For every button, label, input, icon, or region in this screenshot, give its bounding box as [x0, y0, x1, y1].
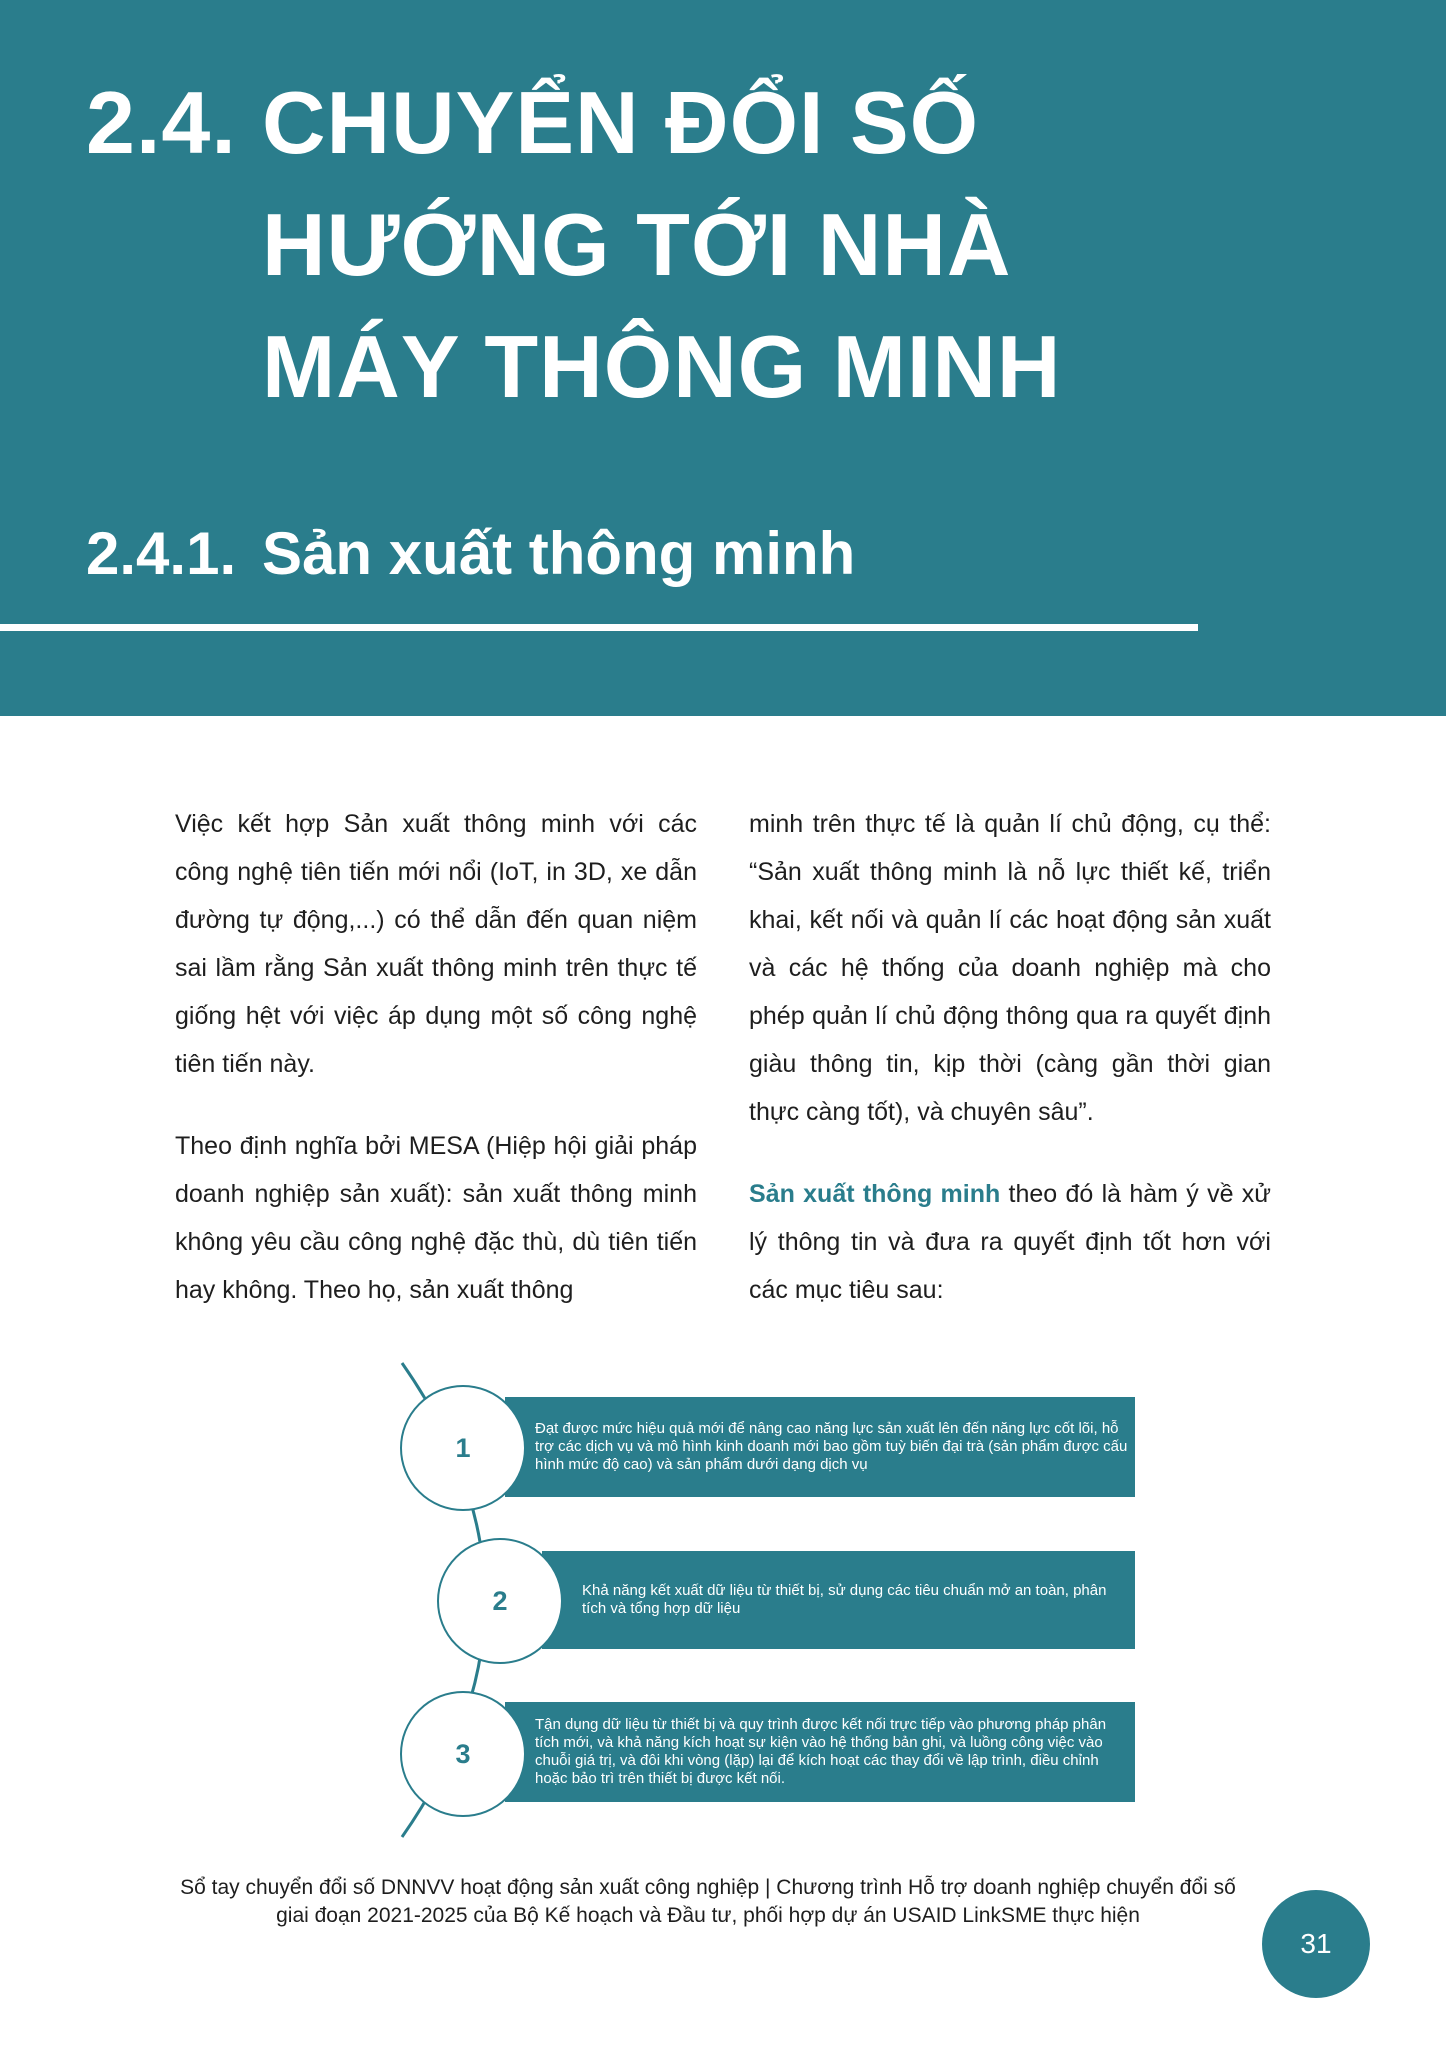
goal-number-badge-2	[437, 1538, 563, 1664]
page-number: 31	[1262, 1890, 1370, 1998]
chapter-header	[0, 0, 1446, 716]
goal-number: 3	[455, 1738, 471, 1769]
paragraph: Theo định nghĩa bởi MESA (Hiệp hội giải pháp doanh nghiệp sản xuất): sản xuất thông minh không yêu cầu công nghệ đặc thù, dù tiên tiến hay không. Theo họ, sản xuất thông	[175, 1132, 697, 1304]
paragraph	[749, 1170, 1271, 1314]
chapter-title	[262, 62, 1382, 428]
paragraph: Việc kết hợp Sản xuất thông minh với các công nghệ tiên tiến mới nổi (IoT, in 3D, xe dẫn đường tự động,...) có thể dẫn đến quan niệm sai lầm rằng Sản xuất thông minh trên thực tế giống hệt với việc áp dụng một số công nghệ tiên tiến này.	[175, 810, 697, 1078]
goal-number-badge-3	[400, 1691, 526, 1817]
goal-text: Khả năng kết xuất dữ liệu từ thiết bị, sử dụng các tiêu chuẩn mở an toàn, phân tích và tổng hợp dữ liệu	[582, 1582, 1107, 1617]
body-column-left	[175, 800, 697, 1348]
chapter-title-line: HƯỚNG TỚI NHÀ	[262, 195, 1012, 294]
header-divider	[0, 624, 1198, 631]
footer-line: Sổ tay chuyển đổi số DNNVV hoạt động sản xuất công nghiệp | Chương trình Hỗ trợ doanh nghiệp chuyển đổi số	[180, 1876, 1236, 1899]
footer-line: giai đoạn 2021-2025 của Bộ Kế hoạch và Đầu tư, phối hợp dự án USAID LinkSME thực hiện	[276, 1904, 1140, 1927]
section-title: Sản xuất thông minh	[262, 520, 856, 587]
goal-text: Đạt được mức hiệu quả mới để nâng cao năng lực sản xuất lên đến năng lực cốt lõi, hỗ trợ các dịch vụ và mô hình kinh doanh mới bao gồm tuỳ biến đại trà (sản phẩm được cấu hình mức độ cao) và sản phẩm dưới dạng dịch vụ	[535, 1420, 1128, 1473]
goal-number: 2	[492, 1585, 508, 1616]
goal-text: Tận dụng dữ liệu từ thiết bị và quy trình được kết nối trực tiếp vào phương pháp phân tích mới, và khả năng kích hoạt sự kiện vào hệ thống bản ghi, và luồng công việc vào chuỗi giá trị, và đôi khi vòng (lặp) lại để kích hoạt các thay đổi về lập trình, điều chỉnh hoặc bảo trì trên thiết bị được kết nối.	[535, 1716, 1107, 1787]
chapter-number: 2.4.	[86, 73, 237, 172]
paragraph-text: theo đó là hàm ý về xử lý thông tin và đưa ra quyết định tốt hơn với các mục tiêu sau:	[749, 1180, 1271, 1304]
section-number: 2.4.1.	[86, 520, 237, 587]
page-footer	[150, 1874, 1266, 1930]
goal-number-badge-1	[400, 1385, 526, 1511]
body-column-right	[749, 800, 1271, 1348]
goal-bar-3	[505, 1702, 1135, 1802]
chapter-title-line: CHUYỂN ĐỔI SỐ	[262, 73, 980, 172]
paragraph: minh trên thực tế là quản lí chủ động, cụ thể: “Sản xuất thông minh là nỗ lực thiết kế, triển khai, kết nối và quản lí các hoạt động sản xuất và các hệ thống của doanh nghiệp mà cho phép quản lí chủ động thông qua ra quyết định giàu thông tin, kịp thời (càng gần thời gian thực càng tốt), và chuyên sâu”.	[749, 810, 1271, 1126]
chapter-title-line: MÁY THÔNG MINH	[262, 317, 1062, 416]
goal-number: 1	[455, 1432, 471, 1463]
goal-bar-1	[505, 1397, 1135, 1497]
goal-bar-2	[542, 1551, 1135, 1649]
highlight-term: Sản xuất thông minh	[749, 1180, 1001, 1208]
goals-diagram	[390, 1355, 1150, 1845]
